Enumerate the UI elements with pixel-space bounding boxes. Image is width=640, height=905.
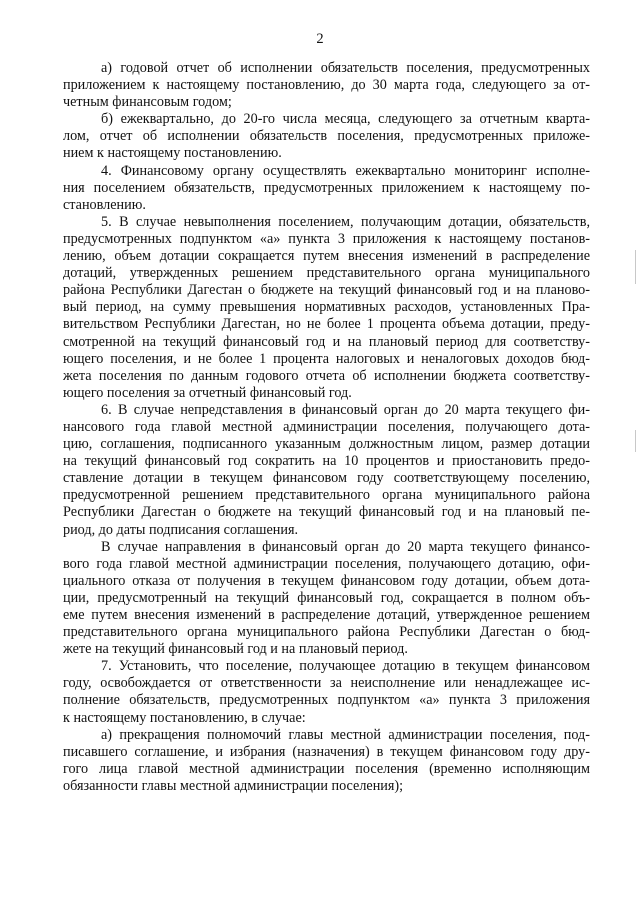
paragraph (63, 658, 590, 726)
text-line: а) прекращения полномочий главы местной администрации поселения, под- (101, 726, 590, 743)
text-line: б) ежеквартально, до 20-го числа месяца, следующего за отчетным кварта- (101, 111, 590, 128)
text-line: ставление дотации в текущем финансовом году соответствующему поселению, (63, 470, 590, 487)
text-line: приложением к настоящему постановлению, до 30 марта года, следующего за от- (63, 77, 590, 94)
text-line: предусмотренных подпунктом «а» пункта 3 приложения к настоящему постанов- (63, 230, 590, 247)
text-line: полнение обязательств, предусмотренных подпунктом «а» пункта 3 приложения (63, 692, 590, 709)
text-line: нансового года главой местной администрации поселения, получающего дота- (63, 418, 590, 435)
text-line: смотренной на текущий финансовый год и на плановый период для соответству- (63, 333, 590, 350)
text-line: гого лица главой местной администрации поселения (временно исполняющим (63, 760, 590, 777)
text-line: риод, до даты подписания соглашения. (63, 521, 299, 538)
paragraph (63, 727, 590, 795)
text-line: района Республики Дагестан о бюджете на текущий финансовый год и на планово- (63, 282, 590, 299)
text-line: Республики Дагестан о бюджете на текущий финансовый год и на плановый пе- (63, 504, 590, 521)
document-body (63, 60, 590, 795)
text-line: жета поселения по данным годового отчета об исполнении бюджета соответству- (63, 367, 590, 384)
text-line: нием к настоящему постановлению. (63, 145, 282, 162)
text-line: году, освобождается от ответственности за неисполнение или ненадлежащее ис- (63, 675, 590, 692)
text-line: 5. В случае невыполнения поселением, получающим дотации, обязательств, (101, 213, 590, 230)
text-line: дотаций, утвержденных решением представительного органа муниципального (63, 265, 590, 282)
text-line: становлению. (63, 196, 146, 213)
paragraph (63, 539, 590, 659)
text-line: 4. Финансовому органу осуществлять ежеквартально мониторинг исполне- (101, 162, 590, 179)
text-line: 7. Установить, что поселение, получающее дотацию в текущем финансовом (101, 658, 590, 675)
text-line: вительством Республики Дагестан, но не более 1 процента объема дотации, преду- (63, 316, 590, 333)
text-line: предусмотренной решением представительного органа муниципального района (63, 487, 590, 504)
text-line: а) годовой отчет об исполнении обязательств поселения, предусмотренных (101, 60, 590, 76)
text-line: ции, предусмотренный на текущий финансовый год, сокращается в полном объ- (63, 589, 590, 606)
text-line: В случае направления в финансовый орган до 20 марта текущего финансо- (101, 538, 590, 555)
page-number: 2 (316, 31, 324, 47)
text-line: лению, объем дотации сокращается путем внесения изменений в распределение (63, 248, 590, 265)
text-line: вый период, на сумму превышения нормативных расходов, установленных Пра- (63, 299, 590, 316)
text-line: еме путем внесения изменений в распределение дотаций, утвержденное решением (63, 607, 590, 623)
text-line: обязанности главы местной администрации поселения); (63, 777, 404, 794)
scan-edge-mark (635, 430, 636, 452)
text-line: на текущий финансовый год сократить на 10 процентов и приостановить предо- (63, 453, 590, 470)
paragraph (63, 214, 590, 402)
text-line: цию, соглашения, подписанного указанным должностным лицом, размер дотации (63, 436, 590, 453)
text-line: лом, отчет об исполнении обязательств поселения, предусмотренных приложе- (63, 128, 590, 145)
paragraph (63, 402, 590, 539)
text-line: 6. В случае непредставления в финансовый орган до 20 марта текущего фи- (101, 401, 590, 418)
text-line: ния поселением обязательств, предусмотренных приложением к настоящему по- (63, 179, 590, 196)
text-line: четным финансовым годом; (63, 94, 232, 111)
scan-edge-mark (635, 250, 636, 284)
text-line: ющего поселения, и не более 1 процента налоговых и неналоговых доходов бюд- (63, 350, 590, 367)
paragraph (63, 60, 590, 111)
text-line: ющего поселения за отчетный финансовый год. (63, 384, 352, 401)
paragraph (63, 163, 590, 214)
text-line: к настоящему постановлению, в случае: (63, 709, 306, 726)
text-line: вого года главой местной администрации поселения, получающего дотацию, офи- (63, 555, 590, 572)
text-line: представительного органа муниципального района Республики Дагестан о бюд- (63, 624, 590, 641)
paragraph (63, 111, 590, 162)
text-line: жете на текущий финансовый год и на плановый период. (63, 641, 408, 658)
text-line: циального отказа от получения в текущем финансовом году дотации, объем дота- (63, 572, 590, 589)
text-line: писавшего соглашение, и избрания (назначения) в текущем финансовом году дру- (63, 743, 590, 760)
